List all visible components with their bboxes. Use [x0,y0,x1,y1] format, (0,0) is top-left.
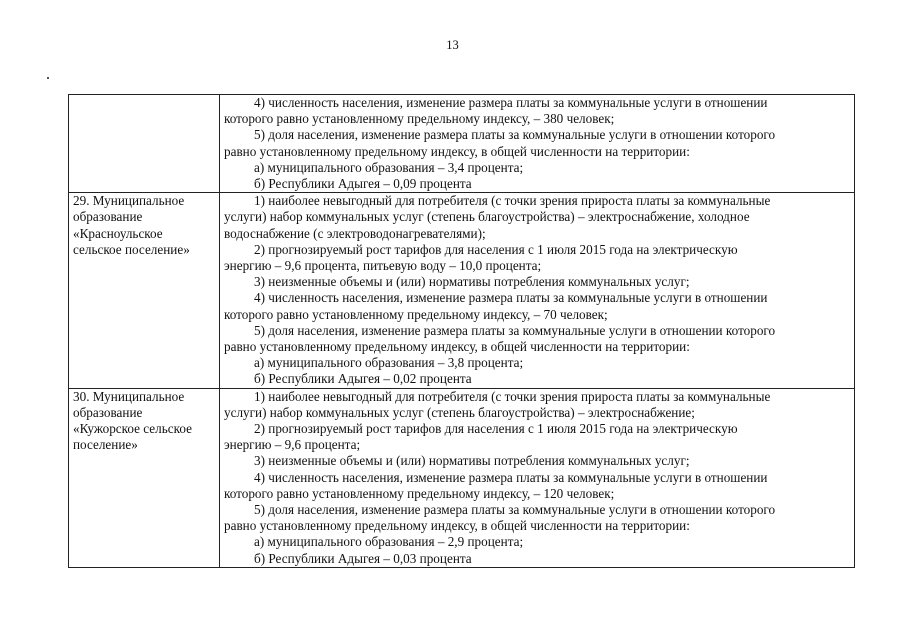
municipality-name-line: 29. Муниципальное [73,193,185,209]
indicator-text-line: водоснабжение (с электроводонагревателями); [224,225,486,241]
municipality-name-line: сельское поселение» [73,241,190,257]
indicators-table [68,94,855,568]
page-number: 13 [446,38,459,52]
indicator-text-line: услуги) набор коммунальных услуг (степень благоустройства) – электроснабжение, холодное [224,209,750,225]
indicator-text-line: 4) численность населения, изменение размера платы за коммунальные услуги в отношении [254,469,768,485]
indicator-text-line: 4) численность населения, изменение размера платы за коммунальные услуги в отношении [254,95,768,110]
indicator-text-line: 3) неизменные объемы и (или) нормативы потребления коммунальных услуг; [254,274,690,290]
indicator-text-line: равно установленному предельному индексу, в общей численности на территории: [224,143,690,159]
indicators-cell [220,388,855,567]
table-body [69,95,855,568]
indicator-text-line: а) муниципального образования – 2,9 процента; [254,534,524,550]
indicators-cell [220,193,855,388]
indicator-text-line: а) муниципального образования – 3,8 процента; [254,355,524,371]
indicator-text-line: б) Республики Адыгея – 0,09 процента [254,176,472,192]
municipality-cell [69,388,220,567]
indicator-text-line: а) муниципального образования – 3,4 процента; [254,159,524,175]
municipality-name-line: поселение» [73,437,138,453]
indicator-text-line: 1) наиболее невыгодный для потребителя (с точки зрения прироста платы за коммунальные [254,193,771,209]
indicator-text-line: равно установленному предельному индексу, в общей численности на территории: [224,339,690,355]
municipality-name-line: «Красноульское [73,225,163,241]
margin-mark [47,77,49,79]
indicator-text-line: 5) доля населения, изменение размера платы за коммунальные услуги в отношении которого [254,127,776,143]
indicator-text-line: 2) прогнозируемый рост тарифов для населения с 1 июля 2015 года на электрическую [254,421,738,437]
indicator-text-line: которого равно установленному предельному индексу, – 120 человек; [224,485,615,501]
table-row [69,95,855,193]
municipality-name-line: 30. Муниципальное [73,388,185,404]
municipality-cell [69,193,220,388]
table-row [69,193,855,388]
municipality-name-line: образование [73,209,143,225]
indicator-text-line: 4) численность населения, изменение размера платы за коммунальные услуги в отношении [254,290,768,306]
indicator-text-line: 3) неизменные объемы и (или) нормативы потребления коммунальных услуг; [254,453,690,469]
indicator-text-line: равно установленному предельному индексу, в общей численности на территории: [224,518,690,534]
indicator-text-line: 5) доля населения, изменение размера платы за коммунальные услуги в отношении которого [254,322,776,338]
indicator-text-line: 2) прогнозируемый рост тарифов для населения с 1 июля 2015 года на электрическую [254,241,738,257]
indicator-text-line: которого равно установленному предельному индексу, – 380 человек; [224,111,615,127]
municipality-cell [69,95,220,193]
indicator-text-line: энергию – 9,6 процента, питьевую воду – 10,0 процента; [224,258,542,274]
indicator-text-line: услуги) набор коммунальных услуг (степень благоустройства) – электроснабжение; [224,404,695,420]
indicator-text-line: которого равно установленному предельному индексу, – 70 человек; [224,306,608,322]
indicator-text-line: 1) наиболее невыгодный для потребителя (с точки зрения прироста платы за коммунальные [254,388,771,404]
indicator-text-line: 5) доля населения, изменение размера платы за коммунальные услуги в отношении которого [254,502,776,518]
indicator-text-line: б) Республики Адыгея – 0,03 процента [254,550,472,566]
municipality-name-line: «Кужорское сельское [73,421,192,437]
municipality-name-line: образование [73,404,143,420]
indicators-cell [220,95,855,193]
indicator-text-line: энергию – 9,6 процента; [224,437,361,453]
table-row [69,388,855,567]
indicator-text-line: б) Республики Адыгея – 0,02 процента [254,371,472,387]
